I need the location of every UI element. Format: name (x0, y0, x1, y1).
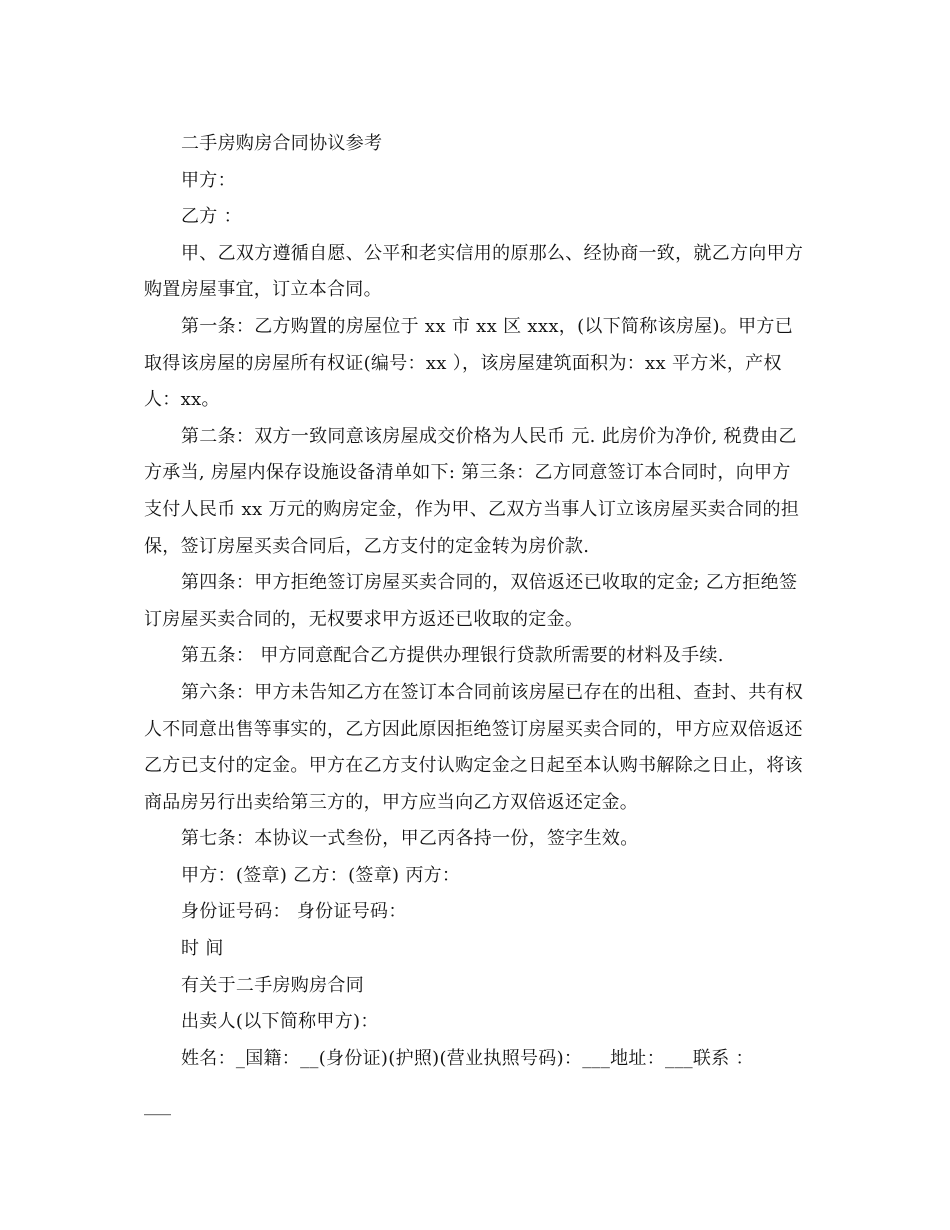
document-title: 二手房购房合同协议参考 (181, 133, 383, 154)
article-5: 第五条： 甲方同意配合乙方提供办理银行贷款所需要的材料及手续. (181, 645, 724, 667)
party-b-line: 乙方 ： (181, 206, 242, 228)
related-contract-title: 有关于二手房购房合同 (181, 974, 364, 996)
signature-line: 甲方：(签章) 乙方：(签章) 丙方： (181, 864, 461, 886)
time-line: 时 间 (181, 938, 224, 960)
document-body (144, 126, 808, 1077)
seller-fields-line: 姓名：_国籍：__(身份证)(护照)(营业执照号码)：___地址：___联系 ： (181, 1047, 754, 1069)
id-number-line: 身份证号码： 身份证号码： (181, 901, 407, 923)
article-6: 第六条：甲方未告知乙方在签订本合同前该房屋已存在的出租、查封、共有权人不同意出售等事实的，乙方因此原因拒绝签订房屋买卖合同的，甲方应双倍返还乙方已支付的定金。甲方在乙方支付认购定金之日起至本认购书解除之日止，将该商品房另行出卖给第三方的，甲方应当向乙方双倍返还定金。 (144, 681, 804, 813)
article-2-3: 第二条：双方一致同意该房屋成交价格为人民币 元. 此房价为净价, 税费由乙方承当, 房屋内保存设施设备清单如下: 第三条：乙方同意签订本合同时，向甲方支付人民币 xx 万元的购房定金，作为甲、乙双方当事人订立该房屋买卖合同的担保，签订房屋买卖合同后，乙方支付的定金转为房价款. (144, 425, 800, 557)
article-1: 第一条：乙方购置的房屋位于 xx 市 xx 区 xxx，(以下简称该房屋)。甲方已取得该房屋的房屋所有权证(编号：xx ），该房屋建筑面积为：xx 平方米，产权人：xx。 (144, 315, 794, 411)
party-a-line: 甲方： (181, 169, 236, 191)
article-7: 第七条：本协议一式叁份，甲乙丙各持一份，签字生效。 (181, 828, 639, 850)
article-4: 第四条：甲方拒绝签订房屋买卖合同的，双倍返还已收取的定金; 乙方拒绝签订房屋买卖合同的，无权要求甲方返还已收取的定金。 (144, 572, 798, 630)
seller-line: 出卖人(以下简称甲方)： (181, 1011, 379, 1033)
intro-paragraph: 甲、乙双方遵循自愿、公平和老实信用的原那么、经协商一致，就乙方向甲方购置房屋事宜，订立本合同。 (144, 242, 804, 301)
trailing-blank-line: ___ (144, 1095, 171, 1116)
